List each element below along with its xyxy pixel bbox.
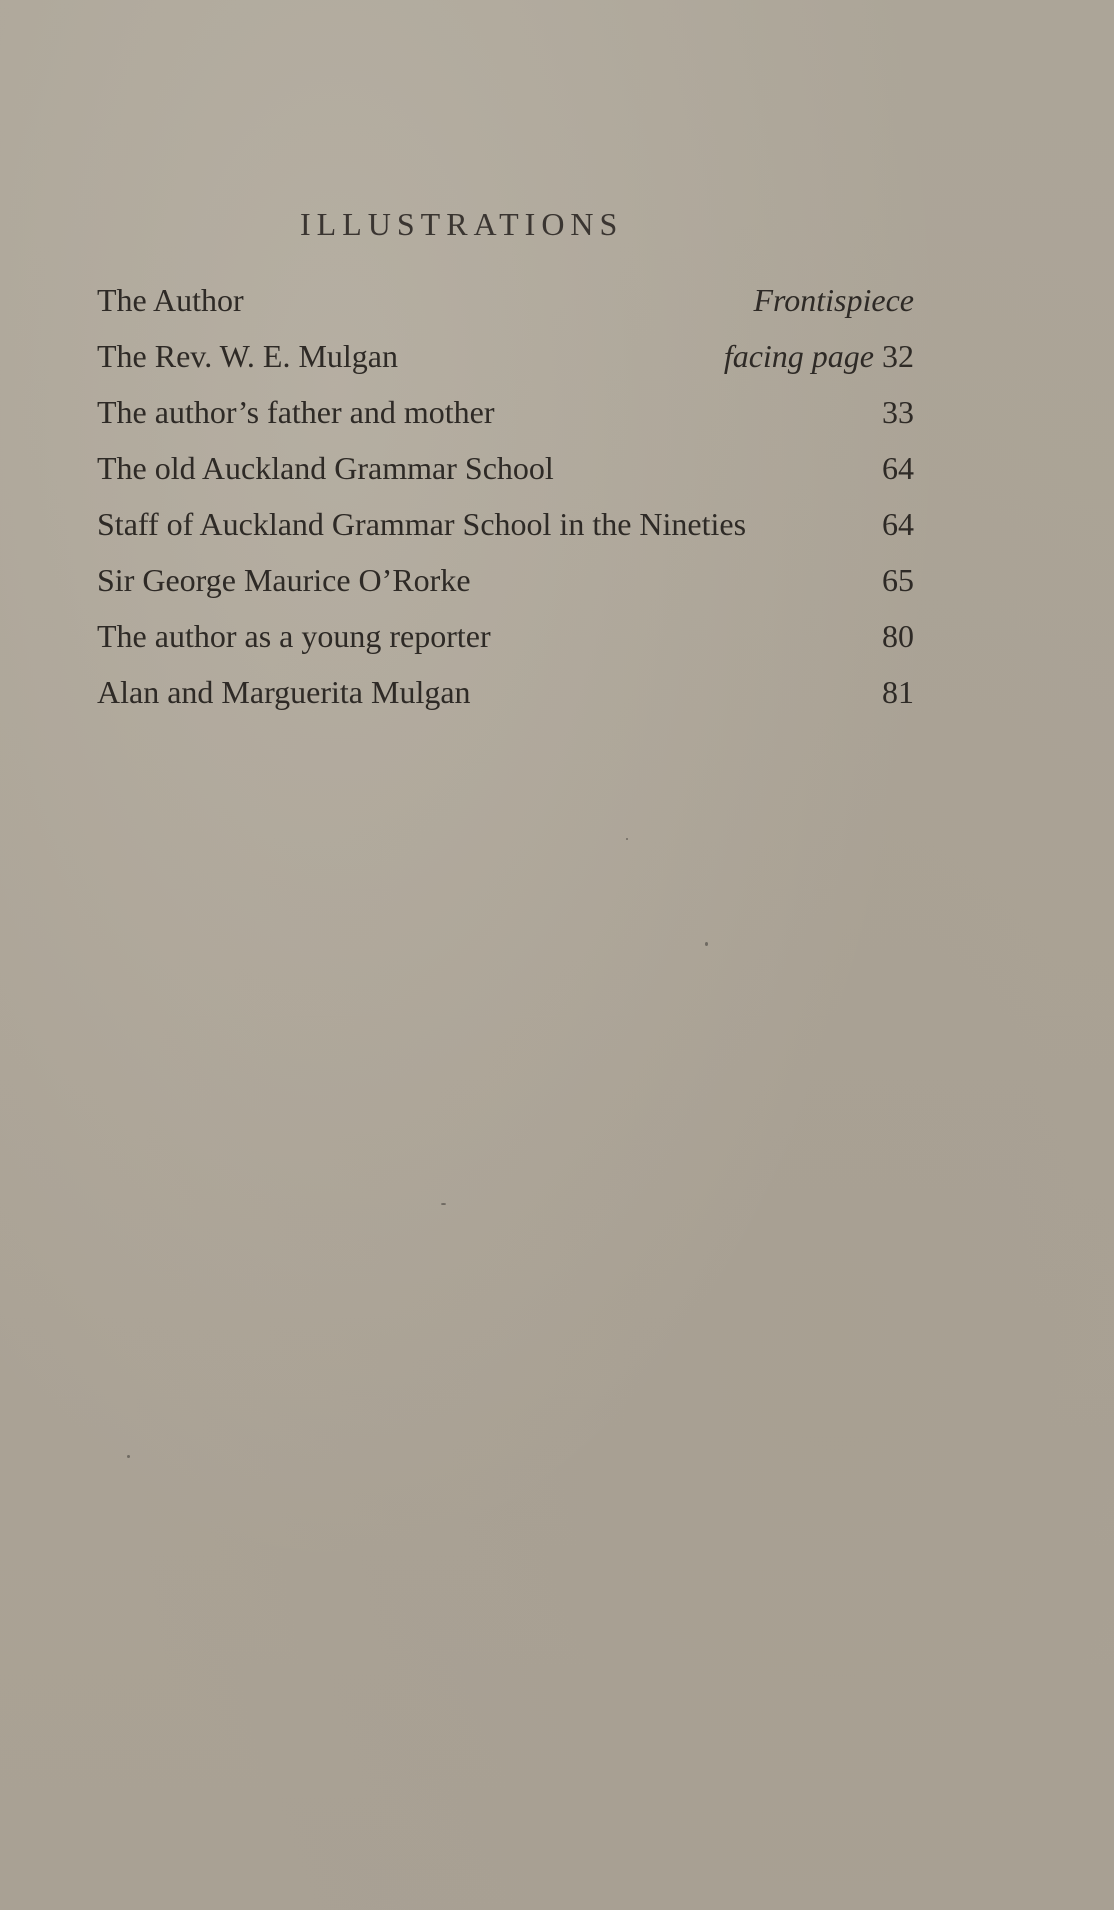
illustration-title: Sir George Maurice O’Rorke: [97, 562, 471, 598]
paper-speck: [441, 1203, 446, 1205]
page-reference: Frontispiece: [753, 282, 914, 318]
list-item: [97, 282, 914, 338]
page-number: 81: [882, 674, 914, 710]
list-item: [97, 618, 914, 674]
list-item: [97, 450, 914, 506]
page-title: ILLUSTRATIONS: [300, 206, 624, 242]
list-item: [97, 394, 914, 450]
illustrations-list: [97, 282, 914, 730]
page-number: 33: [882, 394, 914, 430]
facing-page-note: facing page: [723, 338, 874, 374]
list-item: [97, 562, 914, 618]
illustration-title: The Author: [97, 282, 244, 318]
page-number: 65: [882, 562, 914, 598]
illustration-title: Alan and Marguerita Mulgan: [97, 674, 471, 710]
paper-speck: [705, 942, 708, 946]
page-number: 32: [882, 338, 914, 374]
page-number: 64: [882, 450, 914, 486]
list-item: [97, 674, 914, 730]
illustration-title: Staff of Auckland Grammar School in the Nineties: [97, 506, 747, 542]
illustration-title: The author’s father and mother: [97, 394, 495, 430]
page-reference: [724, 338, 914, 375]
paper-speck: [626, 838, 628, 840]
list-item: [97, 506, 914, 562]
page-number: 64: [882, 506, 914, 542]
page-number: 80: [882, 618, 914, 654]
illustration-title: The Rev. W. E. Mulgan: [97, 338, 398, 374]
illustration-title: The old Auckland Grammar School: [97, 450, 554, 486]
paper-speck: [127, 1455, 130, 1458]
illustration-title: The author as a young reporter: [97, 618, 491, 654]
list-item: [97, 338, 914, 394]
